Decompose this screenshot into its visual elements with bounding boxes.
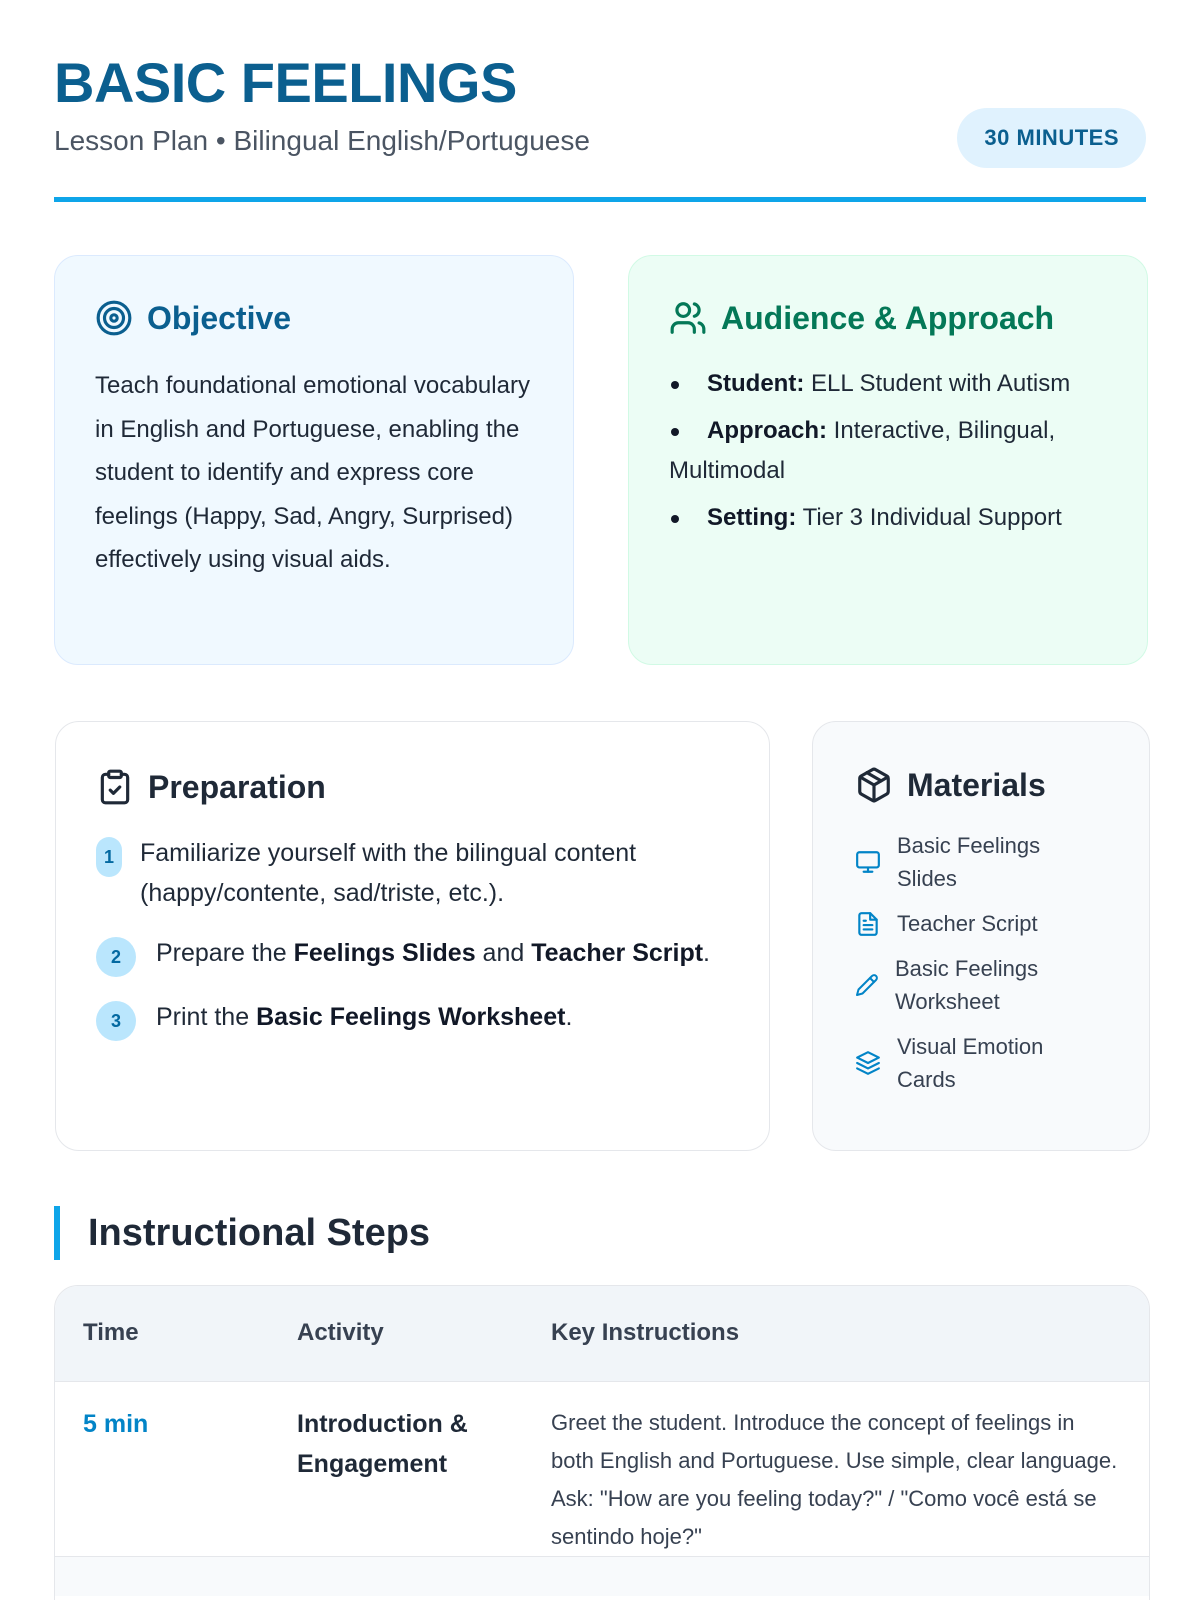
pencil-icon (855, 973, 879, 997)
material-label: Visual Emotion Cards (897, 1034, 1044, 1092)
audience-value: Interactive, Bilingual, Multimodal (669, 417, 1056, 484)
materials-card (812, 721, 1150, 1151)
list-item (855, 1030, 1109, 1096)
material-label: Basic Feelings Worksheet (895, 956, 1039, 1014)
audience-heading (669, 298, 1107, 338)
materials-heading (855, 765, 1109, 805)
material-label: Teacher Script (897, 911, 1038, 936)
duration-badge: 30 MINUTES (957, 108, 1146, 168)
material-label: Basic Feelings Slides (897, 833, 1041, 891)
list-item (855, 829, 1109, 895)
column-header-activity: Activity (297, 1319, 384, 1347)
list-item (855, 952, 1109, 1018)
clipboard-check-icon (96, 768, 134, 806)
objective-card (54, 255, 574, 665)
audience-value: Tier 3 Individual Support (802, 504, 1062, 531)
list-item (669, 411, 1107, 491)
section-title: Instructional Steps (54, 1206, 430, 1260)
column-header-instructions: Key Instructions (551, 1319, 740, 1347)
monitor-icon (855, 849, 881, 875)
audience-card (628, 255, 1148, 665)
list-item (669, 498, 1107, 538)
preparation-text: Print the Basic Feelings Worksheet. (156, 1003, 573, 1031)
audience-list (669, 364, 1107, 538)
table-header-row (55, 1286, 1149, 1381)
audience-label: Student: (707, 370, 805, 397)
table-row (55, 1381, 1149, 1556)
step-instructions: Greet the student. Introduce the concept of feelings in both English and Portuguese. Use simple, clear language. Ask: "How are you feeling today?" / "Como você está se sentindo hoje?" (551, 1409, 1118, 1549)
preparation-card (55, 721, 770, 1151)
page-header (54, 50, 1146, 202)
objective-text: Teach foundational emotional vocabulary in English and Portuguese, enabling the student to identify and express core feelings (Happy, Sad, Angry, Surprised) effectively using visual aids. (95, 372, 530, 573)
steps-table (54, 1285, 1150, 1600)
audience-value: ELL Student with Autism (810, 370, 1071, 397)
step-activity: Introduction & Engagement (297, 1409, 468, 1478)
materials-list (855, 829, 1109, 1096)
list-item (855, 907, 1109, 940)
preparation-text: Prepare the Feelings Slides and Teacher Script. (156, 939, 710, 967)
audience-label: Approach: (707, 417, 827, 444)
list-item (96, 997, 729, 1041)
column-header-time: Time (83, 1319, 139, 1347)
audience-title: Audience & Approach (721, 300, 1055, 336)
list-item (96, 833, 729, 913)
list-item (669, 364, 1107, 404)
preparation-title: Preparation (148, 769, 326, 805)
page-title: BASIC FEELINGS (54, 51, 517, 114)
objective-title: Objective (147, 300, 292, 336)
step-time: 5 min (83, 1409, 149, 1438)
table-row (55, 1556, 1149, 1596)
list-item (96, 933, 729, 977)
preparation-text: Familiarize yourself with the bilingual content (happy/contente, sad/triste, etc.). (140, 839, 637, 907)
document-icon (855, 911, 881, 937)
package-icon (855, 766, 893, 804)
users-icon (669, 299, 707, 337)
step-number: 3 (96, 1001, 136, 1041)
target-icon (95, 299, 133, 337)
layers-icon (855, 1050, 881, 1076)
step-number: 2 (96, 937, 136, 977)
materials-title: Materials (907, 767, 1046, 803)
page-subtitle: Lesson Plan • Bilingual English/Portuguese (54, 125, 590, 156)
preparation-list (96, 833, 729, 1041)
objective-heading (95, 298, 533, 338)
preparation-heading (96, 767, 729, 807)
step-number: 1 (96, 837, 122, 877)
audience-label: Setting: (707, 504, 797, 531)
